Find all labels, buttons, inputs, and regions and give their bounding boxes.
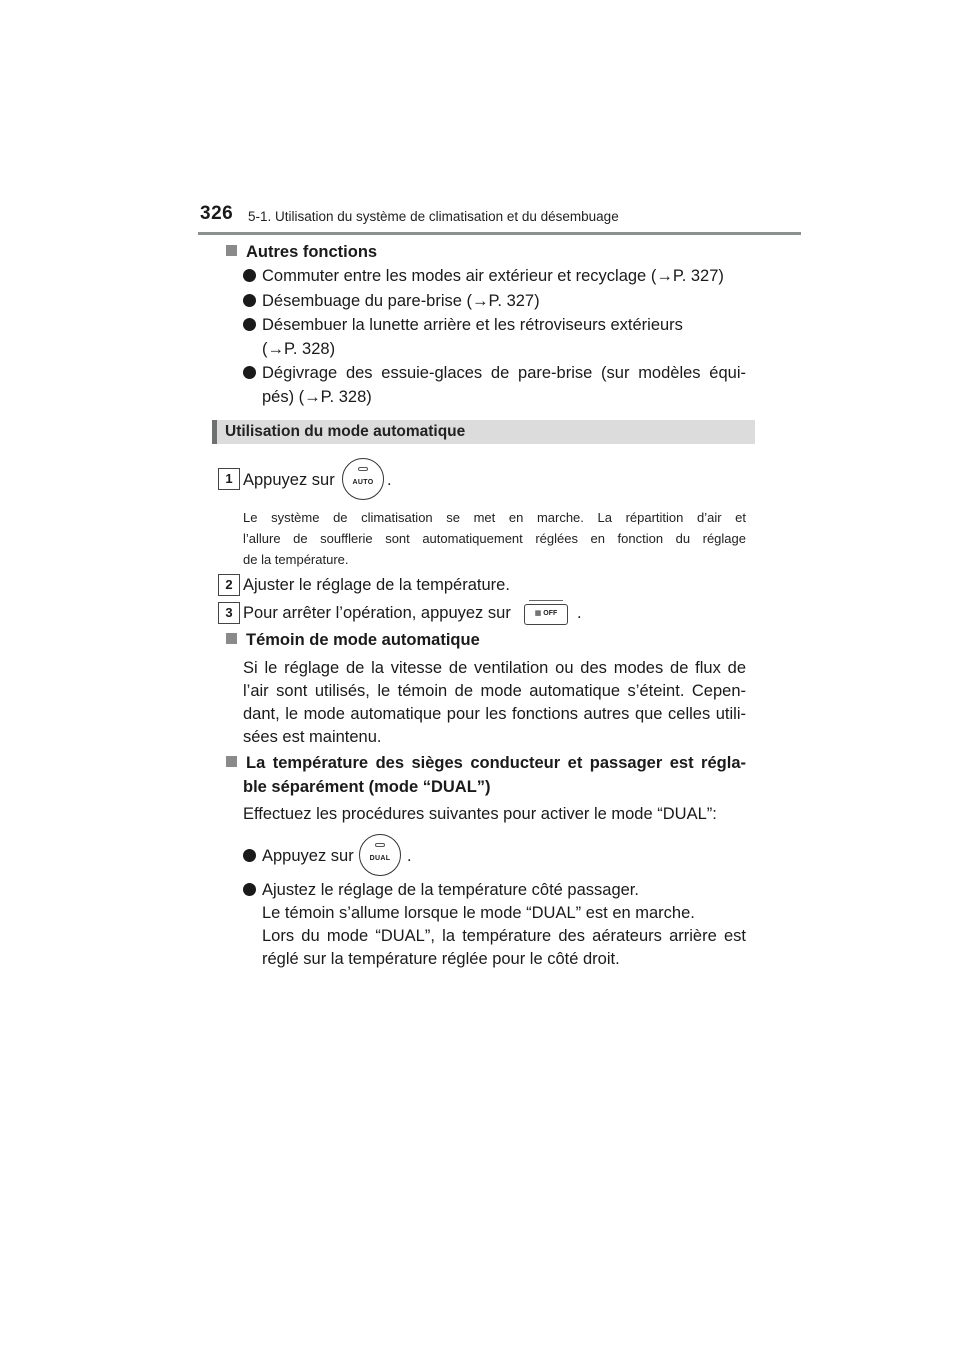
dual-button-icon: DUAL bbox=[359, 834, 401, 876]
step-number: 3 bbox=[218, 602, 240, 624]
dual-detail: Le témoin s’allume lorsque le mode “DUAL” est en marche. bbox=[262, 904, 695, 922]
section-title: Utilisation du mode automatique bbox=[225, 423, 466, 440]
bullet-icon bbox=[243, 849, 256, 862]
list-item-continuation: (→P. 328) bbox=[262, 340, 336, 358]
indicator-led-icon bbox=[358, 467, 368, 471]
square-bullet-icon bbox=[226, 756, 237, 767]
step-text: Ajuster le réglage de la température. bbox=[243, 576, 510, 594]
header-divider bbox=[198, 232, 801, 235]
off-button-icon: ▦ OFF bbox=[524, 604, 568, 625]
indicator-paragraph: Si le réglage de la vitesse de ventilation ou des modes de flux de l’air sont utilisés, le témoin de mode automatique s’éteint. Cepen- dant, le mode automatique pour les fonctions autres que celles utili- sées est maintenu. bbox=[243, 659, 746, 746]
auto-button-icon: AUTO bbox=[342, 458, 384, 500]
dual-heading: La température des sièges conducteur et passager est régla- bbox=[226, 752, 746, 775]
indicator-led-icon bbox=[375, 843, 385, 847]
other-functions-heading: Autres fonctions bbox=[226, 241, 377, 264]
list-item: Désembuer la lunette arrière et les rétroviseurs extérieurs bbox=[243, 314, 683, 337]
step-suffix: . bbox=[577, 604, 582, 622]
bullet-icon bbox=[243, 294, 256, 307]
step-suffix: . bbox=[387, 471, 392, 489]
bullet-icon bbox=[243, 366, 256, 379]
step-number: 1 bbox=[218, 468, 240, 490]
square-bullet-icon bbox=[226, 245, 237, 256]
list-item: Désembuage du pare-brise (→P. 327) bbox=[243, 290, 540, 313]
dual-detail: Lors du mode “DUAL”, la température des aérateurs arrière est bbox=[262, 927, 746, 945]
square-bullet-icon bbox=[226, 633, 237, 644]
chapter-title: 5-1. Utilisation du système de climatisation et du désembuage bbox=[248, 209, 619, 224]
list-item: Commuter entre les modes air extérieur et recyclage (→P. 327) bbox=[243, 265, 724, 288]
list-item: Appuyez sur bbox=[243, 845, 354, 868]
step-text: Pour arrêter l’opération, appuyez sur bbox=[243, 604, 511, 622]
list-item-continuation: pés) (→P. 328) bbox=[262, 388, 372, 406]
bullet-icon bbox=[243, 318, 256, 331]
page-number: 326 bbox=[200, 203, 234, 224]
dual-intro: Effectuez les procédures suivantes pour activer le mode “DUAL”: bbox=[243, 805, 717, 823]
list-item: Ajustez le réglage de la température côté passager. bbox=[243, 879, 639, 902]
indicator-heading: Témoin de mode automatique bbox=[226, 629, 480, 652]
dual-detail: réglé sur la température réglée pour le côté droit. bbox=[262, 950, 620, 968]
step-note: Le système de climatisation se met en marche. La répartition d’air et l’allure de soufflerie sont automatiquement réglées en fonction du réglage de la température. bbox=[243, 510, 746, 567]
step-number: 2 bbox=[218, 574, 240, 596]
bullet-icon bbox=[243, 269, 256, 282]
step-text: Appuyez sur bbox=[243, 471, 335, 489]
list-item: Dégivrage des essuie-glaces de pare-brise (sur modèles équi- bbox=[243, 362, 746, 385]
dual-heading-continuation: ble séparément (mode “DUAL”) bbox=[243, 778, 491, 796]
bullet-icon bbox=[243, 883, 256, 896]
list-item-suffix: . bbox=[407, 847, 412, 865]
